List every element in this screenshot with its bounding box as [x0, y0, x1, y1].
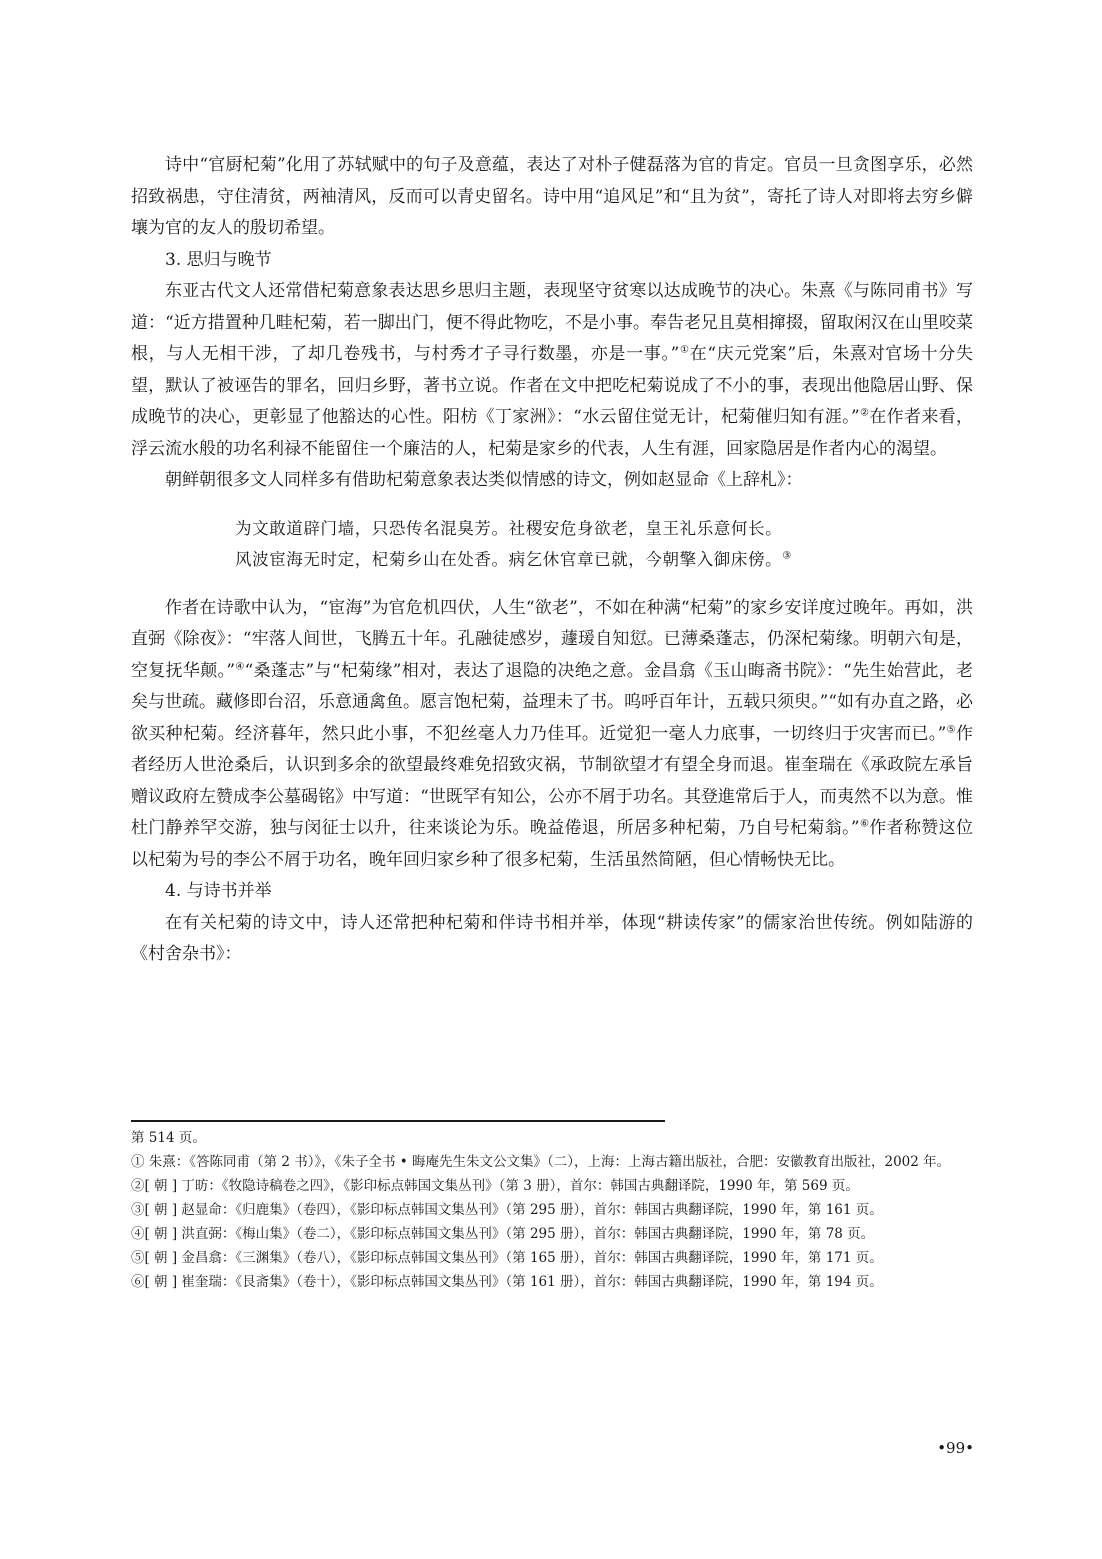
footnote-3: ③[ 朝 ] 赵显命：《归鹿集》（卷四），《影印标点韩国文集丛刊》（第 295 册），首尔：韩国古典翻译院，1990 年，第 161 页。 [131, 1202, 883, 1218]
footnote-ref-3[interactable]: ③ [782, 550, 792, 561]
footnote-ref-4[interactable]: ④ [235, 660, 245, 672]
footnote-4: ④[ 朝 ] 洪直弼：《梅山集》（卷二），《影印标点韩国文集丛刊》（第 295 册），首尔：韩国古典翻译院，1990 年，第 78 页。 [131, 1226, 875, 1242]
poem-quote [131, 513, 973, 575]
paragraph-4-part-b: “桑蓬志”与“杞菊缘”相对，表达了退隐的决绝之意。金昌翕《玉山晦斋书院》：“先生始营此，老矣与世疏。藏修即台沼，乐意通禽鱼。愿言饱杞菊，益理未了书。呜呼百年计，五载只须臾。”“如有办直之路，必欲买种杞菊。经济暮年，然只此小事，不犯丝毫人力乃佳耳。近觉犯一毫人力底事，一切终归于灾害而已。” [131, 660, 973, 744]
footnotes [131, 1128, 973, 1296]
footnote-divider [131, 1120, 665, 1122]
paragraph-2-part-b: 在“庆元党案”后，朱熹对官场十分失望，默认了被诬告的罪名，回归乡野，著书立说。作者在文中把吃杞菊说成了不小的事，表现出他隐居山野、保成晚节的决心，更彰显了他豁达的心性。阳枋《丁家洲》：“水云留住觉无计，杞菊催归知有涯。” [131, 344, 973, 427]
paragraph-4 [131, 593, 973, 877]
page-number: •99• [937, 1439, 974, 1457]
footnote-ref-5[interactable]: ⑤ [946, 723, 956, 735]
section-heading-3: 3. 思归与晚节 [165, 249, 272, 270]
footnote-2: ②[ 朝 ] 丁昉：《牧隐诗稿卷之四》，《影印标点韩国文集丛刊》（第 3 册），首尔：韩国古典翻译院，1990 年，第 569 页。 [131, 1178, 859, 1194]
paragraph-1: 诗中“官厨杞菊”化用了苏轼赋中的句子及意蕴，表达了对朴子健磊落为官的肯定。官员一旦贪图享乐，必然招致祸患，守住清贫，两袖清风，反而可以青史留名。诗中用“追风足”和“且为贫”，寄托了诗人对即将去穷乡僻壤为官的友人的殷切希望。 [131, 155, 973, 238]
footnote-ref-2[interactable]: ② [859, 407, 870, 419]
footnote-continuation: 第 514 页。 [131, 1130, 206, 1146]
paragraph-2 [131, 276, 973, 465]
paragraph-2-part-a: 东亚古代文人还常借杞菊意象表达思乡思归主题，表现坚守贫寒以达成晚节的决心。朱熹《与陈同甫书》写道：“近方措置种几畦杞菊，若一脚出门，便不得此物吃，不是小事。奉告老兄且莫相撺掇，留取闲汉在山里咬菜根，与人无相干涉，了却几卷残书，与村秀才子寻行数墨，亦是一事。” [131, 281, 973, 364]
paragraph-4-part-c: 作者经历人世沧桑后，认识到多余的欲望最终难免招致灾祸，节制欲望才有望全身而退。崔奎瑞在《承政院左承旨赠议政府左赞成李公墓碣铭》中写道：“世既罕有知公，公亦不屑于功名。其登進常后于人，而夷然不以为意。惟杜门静养罕交游，独与闵征士以升，往来谈论为乐。晚益倦退，所居多种杞菊，乃自号杞菊翁。” [131, 723, 973, 838]
poem-line-1: 为文敢道辟门墙，只恐传名混臭芳。社稷安危身欲老，皇王礼乐意何长。 [235, 518, 783, 538]
paragraph-5: 在有关杞菊的诗文中，诗人还常把种杞菊和伴诗书相并举，体现“耕读传家”的儒家治世传统。例如陆游的《村舍杂书》： [131, 912, 973, 964]
footnote-1: ① 朱熹：《答陈同甫（第 2 书）》，《朱子全书 • 晦庵先生朱文公文集》（二），上海：上海古籍出版社，合肥：安徽教育出版社，2002 年。 [131, 1154, 951, 1170]
footnote-ref-1[interactable]: ① [679, 344, 690, 356]
footnote-ref-6[interactable]: ⑥ [859, 818, 870, 830]
paragraph-4-part-d: 作者称赞这位以杞菊为号的李公不屑于功名，晚年回归家乡种了很多杞菊，生活虽然简陋，但心情畅快无比。 [131, 818, 973, 870]
section-heading-4: 4. 与诗书并举 [165, 881, 272, 901]
footnote-6: ⑥[ 朝 ] 崔奎瑞：《艮斋集》（卷十），《影印标点韩国文集丛刊》（第 161 册），首尔：韩国古典翻译院，1990 年，第 194 页。 [131, 1274, 883, 1290]
poem-line-2-text: 风波宦海无时定，杞菊乡山在处香。病乞休官章已就，今朝擎入御床傍。 [235, 549, 783, 569]
footnote-5: ⑤[ 朝 ] 金昌翕：《三渊集》（卷八），《影印标点韩国文集丛刊》（第 165 册），首尔：韩国古典翻译院，1990 年，第 171 页。 [131, 1250, 883, 1266]
main-text [131, 150, 973, 971]
poem-line-2 [235, 544, 973, 575]
paragraph-4-part-a: 作者在诗歌中认为，“宦海”为官危机四伏，人生“欲老”，不如在种满“杞菊”的家乡安详度过晚年。再如，洪直弼《除夜》：“牢落人间世，飞腾五十年。孔融徒感岁，蘧瑗自知愆。已薄桑蓬志，仍深杞菊缘。明朝六旬是，空复抚华颠。” [131, 597, 973, 681]
paragraph-3: 朝鲜朝很多文人同样多有借助杞菊意象表达类似情感的诗文，例如赵显命《上辞札》： [165, 470, 803, 490]
paragraph-2-part-c: 在作者来看，浮云流水般的功名利禄不能留住一个廉洁的人，杞菊是家乡的代表，人生有涯，回家隐居是作者内心的渴望。 [131, 407, 974, 459]
